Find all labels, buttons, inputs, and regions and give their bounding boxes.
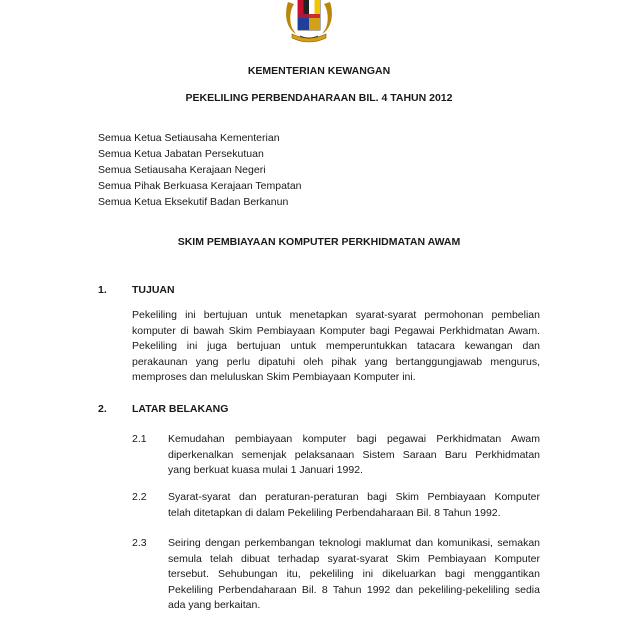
ministry-heading: KEMENTERIAN KEWANGAN: [247, 65, 391, 77]
paragraph-line: telah ditetapkan di dalam Pekeliling Perbendaharaan Bil. 8 Tahun 1992.: [168, 506, 501, 519]
paragraph-line: semula telah dibuat terhadap syarat-syarat Skim Pembiayaan Komputer: [168, 552, 540, 565]
paragraph-line: komputer di bawah Skim Pembiayaan Komputer bagi Pegawai Perkhidmatan Awam.: [132, 324, 540, 337]
section-heading: TUJUAN: [132, 284, 175, 296]
paragraph-line: yang berkuat kuasa mulai 1 Januari 1992.: [168, 464, 363, 476]
subsection-number: 2.2: [132, 491, 147, 503]
paragraph-line: Pekeliling ini bertujuan untuk menetapkan syarat-syarat permohonan pembelian: [132, 309, 540, 321]
paragraph-line: perakaunan yang perlu dipatuhi oleh pihak yang bertanggungjawab mengurus,: [132, 355, 540, 368]
document-title: SKIM PEMBIAYAAN KOMPUTER PERKHIDMATAN AWAM: [177, 236, 461, 248]
recipient-line: Semua Ketua Eksekutif Badan Berkanun: [98, 196, 289, 208]
paragraph-line: tersebut. Sehubungan itu, pekeliling ini dikeluarkan bagi menggantikan: [168, 568, 540, 580]
circular-heading: PEKELILING PERBENDAHARAAN BIL. 4 TAHUN 2012: [185, 92, 453, 104]
recipient-line: Semua Ketua Jabatan Persekutuan: [98, 148, 264, 160]
paragraph-line: diperkenalkan semenjak pelaksanaan Sistem Saraan Baru Perkhidmatan: [168, 448, 540, 461]
subsection-paragraph: [168, 432, 540, 479]
paragraph-line: Seiring dengan perkembangan teknologi maklumat dan komunikasi, semakan: [168, 537, 540, 549]
recipient-line: Semua Ketua Setiausaha Kementerian: [98, 132, 280, 144]
section-number: 2.: [98, 403, 107, 415]
paragraph-line: Kemudahan pembiayaan komputer bagi pegawai Perkhidmatan Awam: [168, 433, 540, 445]
subsection-paragraph: [168, 536, 540, 614]
section-heading: LATAR BELAKANG: [132, 403, 229, 415]
section-paragraph: [132, 308, 540, 386]
paragraph-line: ada yang berkaitan.: [168, 599, 261, 611]
paragraph-line: Pekeliling Perbendaharaan Bil. 8 Tahun 1992 dan pekeliling-pekeliling sedia: [168, 583, 540, 596]
subsection-paragraph: [168, 490, 540, 521]
subsection-number: 2.1: [132, 433, 147, 445]
paragraph-line: memproses dan meluluskan Skim Pembiayaan Komputer ini.: [132, 371, 416, 383]
recipient-line: Semua Pihak Berkuasa Kerajaan Tempatan: [98, 180, 302, 192]
recipient-line: Semua Setiausaha Kerajaan Negeri: [98, 164, 266, 176]
subsection-number: 2.3: [132, 537, 147, 549]
paragraph-line: Pekeliling ini juga bertujuan untuk memperuntukkan tatacara kewangan dan: [132, 340, 540, 352]
section-number: 1.: [98, 284, 107, 296]
coat-of-arms-emblem: [282, 0, 336, 46]
paragraph-line: Syarat-syarat dan peraturan-peraturan bagi Skim Pembiayaan Komputer: [168, 491, 540, 503]
